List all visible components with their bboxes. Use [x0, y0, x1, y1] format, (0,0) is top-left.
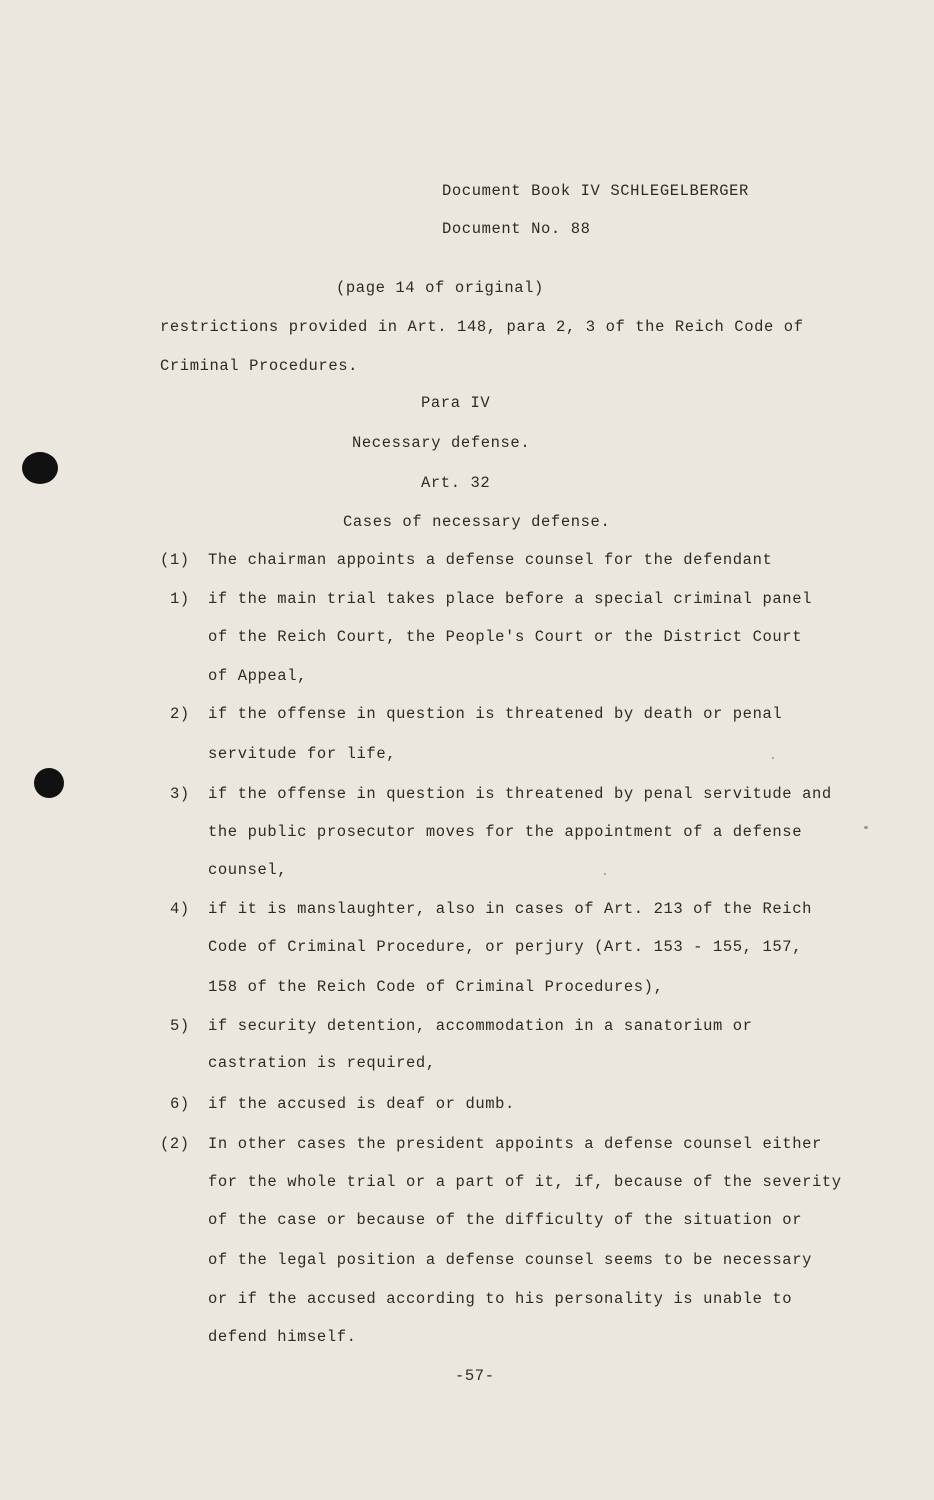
item-line: if the accused is deaf or dumb.	[208, 1095, 515, 1113]
item-line: of Appeal,	[208, 667, 308, 685]
section-article-title: Cases of necessary defense.	[343, 513, 611, 531]
item-line: counsel,	[208, 861, 288, 879]
paragraph-line: defend himself.	[208, 1328, 357, 1346]
paragraph-number: (2)	[160, 1135, 190, 1153]
item-line: if the offense in question is threatened by death or penal	[208, 705, 783, 723]
item-line: servitude for life,	[208, 745, 397, 763]
paper-speck	[604, 873, 606, 875]
item-line: if security detention, accommodation in a sanatorium or	[208, 1017, 753, 1035]
item-number: 3)	[170, 785, 190, 803]
page-reference: (page 14 of original)	[336, 279, 544, 297]
section-para-title: Necessary defense.	[352, 434, 531, 452]
paragraph-text: The chairman appoints a defense counsel for the defendant	[208, 551, 773, 569]
item-line: castration is required,	[208, 1054, 436, 1072]
paper-speck	[864, 826, 868, 829]
item-number: 2)	[170, 705, 190, 723]
item-line: 158 of the Reich Code of Criminal Procedures),	[208, 978, 664, 996]
paragraph-number: (1)	[160, 551, 190, 569]
document-book-line: Document Book IV SCHLEGELBERGER	[442, 182, 749, 200]
item-line: if it is manslaughter, also in cases of Art. 213 of the Reich	[208, 900, 812, 918]
item-line: if the offense in question is threatened by penal servitude and	[208, 785, 832, 803]
section-para: Para IV	[421, 394, 491, 412]
item-number: 1)	[170, 590, 190, 608]
item-number: 6)	[170, 1095, 190, 1113]
item-line: of the Reich Court, the People's Court or the District Court	[208, 628, 803, 646]
item-line: Code of Criminal Procedure, or perjury (Art. 153 - 155, 157,	[208, 938, 803, 956]
paragraph-line: In other cases the president appoints a defense counsel either	[208, 1135, 822, 1153]
page-number: -57-	[455, 1367, 495, 1385]
item-number: 5)	[170, 1017, 190, 1035]
document-number-line: Document No. 88	[442, 220, 591, 238]
paragraph-line: of the case or because of the difficulty of the situation or	[208, 1211, 803, 1229]
intro-line: restrictions provided in Art. 148, para 2, 3 of the Reich Code of	[160, 318, 804, 336]
paragraph-line: of the legal position a defense counsel seems to be necessary	[208, 1251, 812, 1269]
item-line: if the main trial takes place before a special criminal panel	[208, 590, 812, 608]
item-number: 4)	[170, 900, 190, 918]
section-article: Art. 32	[421, 474, 491, 492]
intro-line: Criminal Procedures.	[160, 357, 359, 375]
paragraph-line: or if the accused according to his personality is unable to	[208, 1290, 793, 1308]
punch-hole-top	[22, 452, 58, 484]
punch-hole-bottom	[34, 768, 64, 798]
paper-speck	[772, 757, 774, 759]
paragraph-line: for the whole trial or a part of it, if, because of the severity	[208, 1173, 842, 1191]
item-line: the public prosecutor moves for the appointment of a defense	[208, 823, 803, 841]
